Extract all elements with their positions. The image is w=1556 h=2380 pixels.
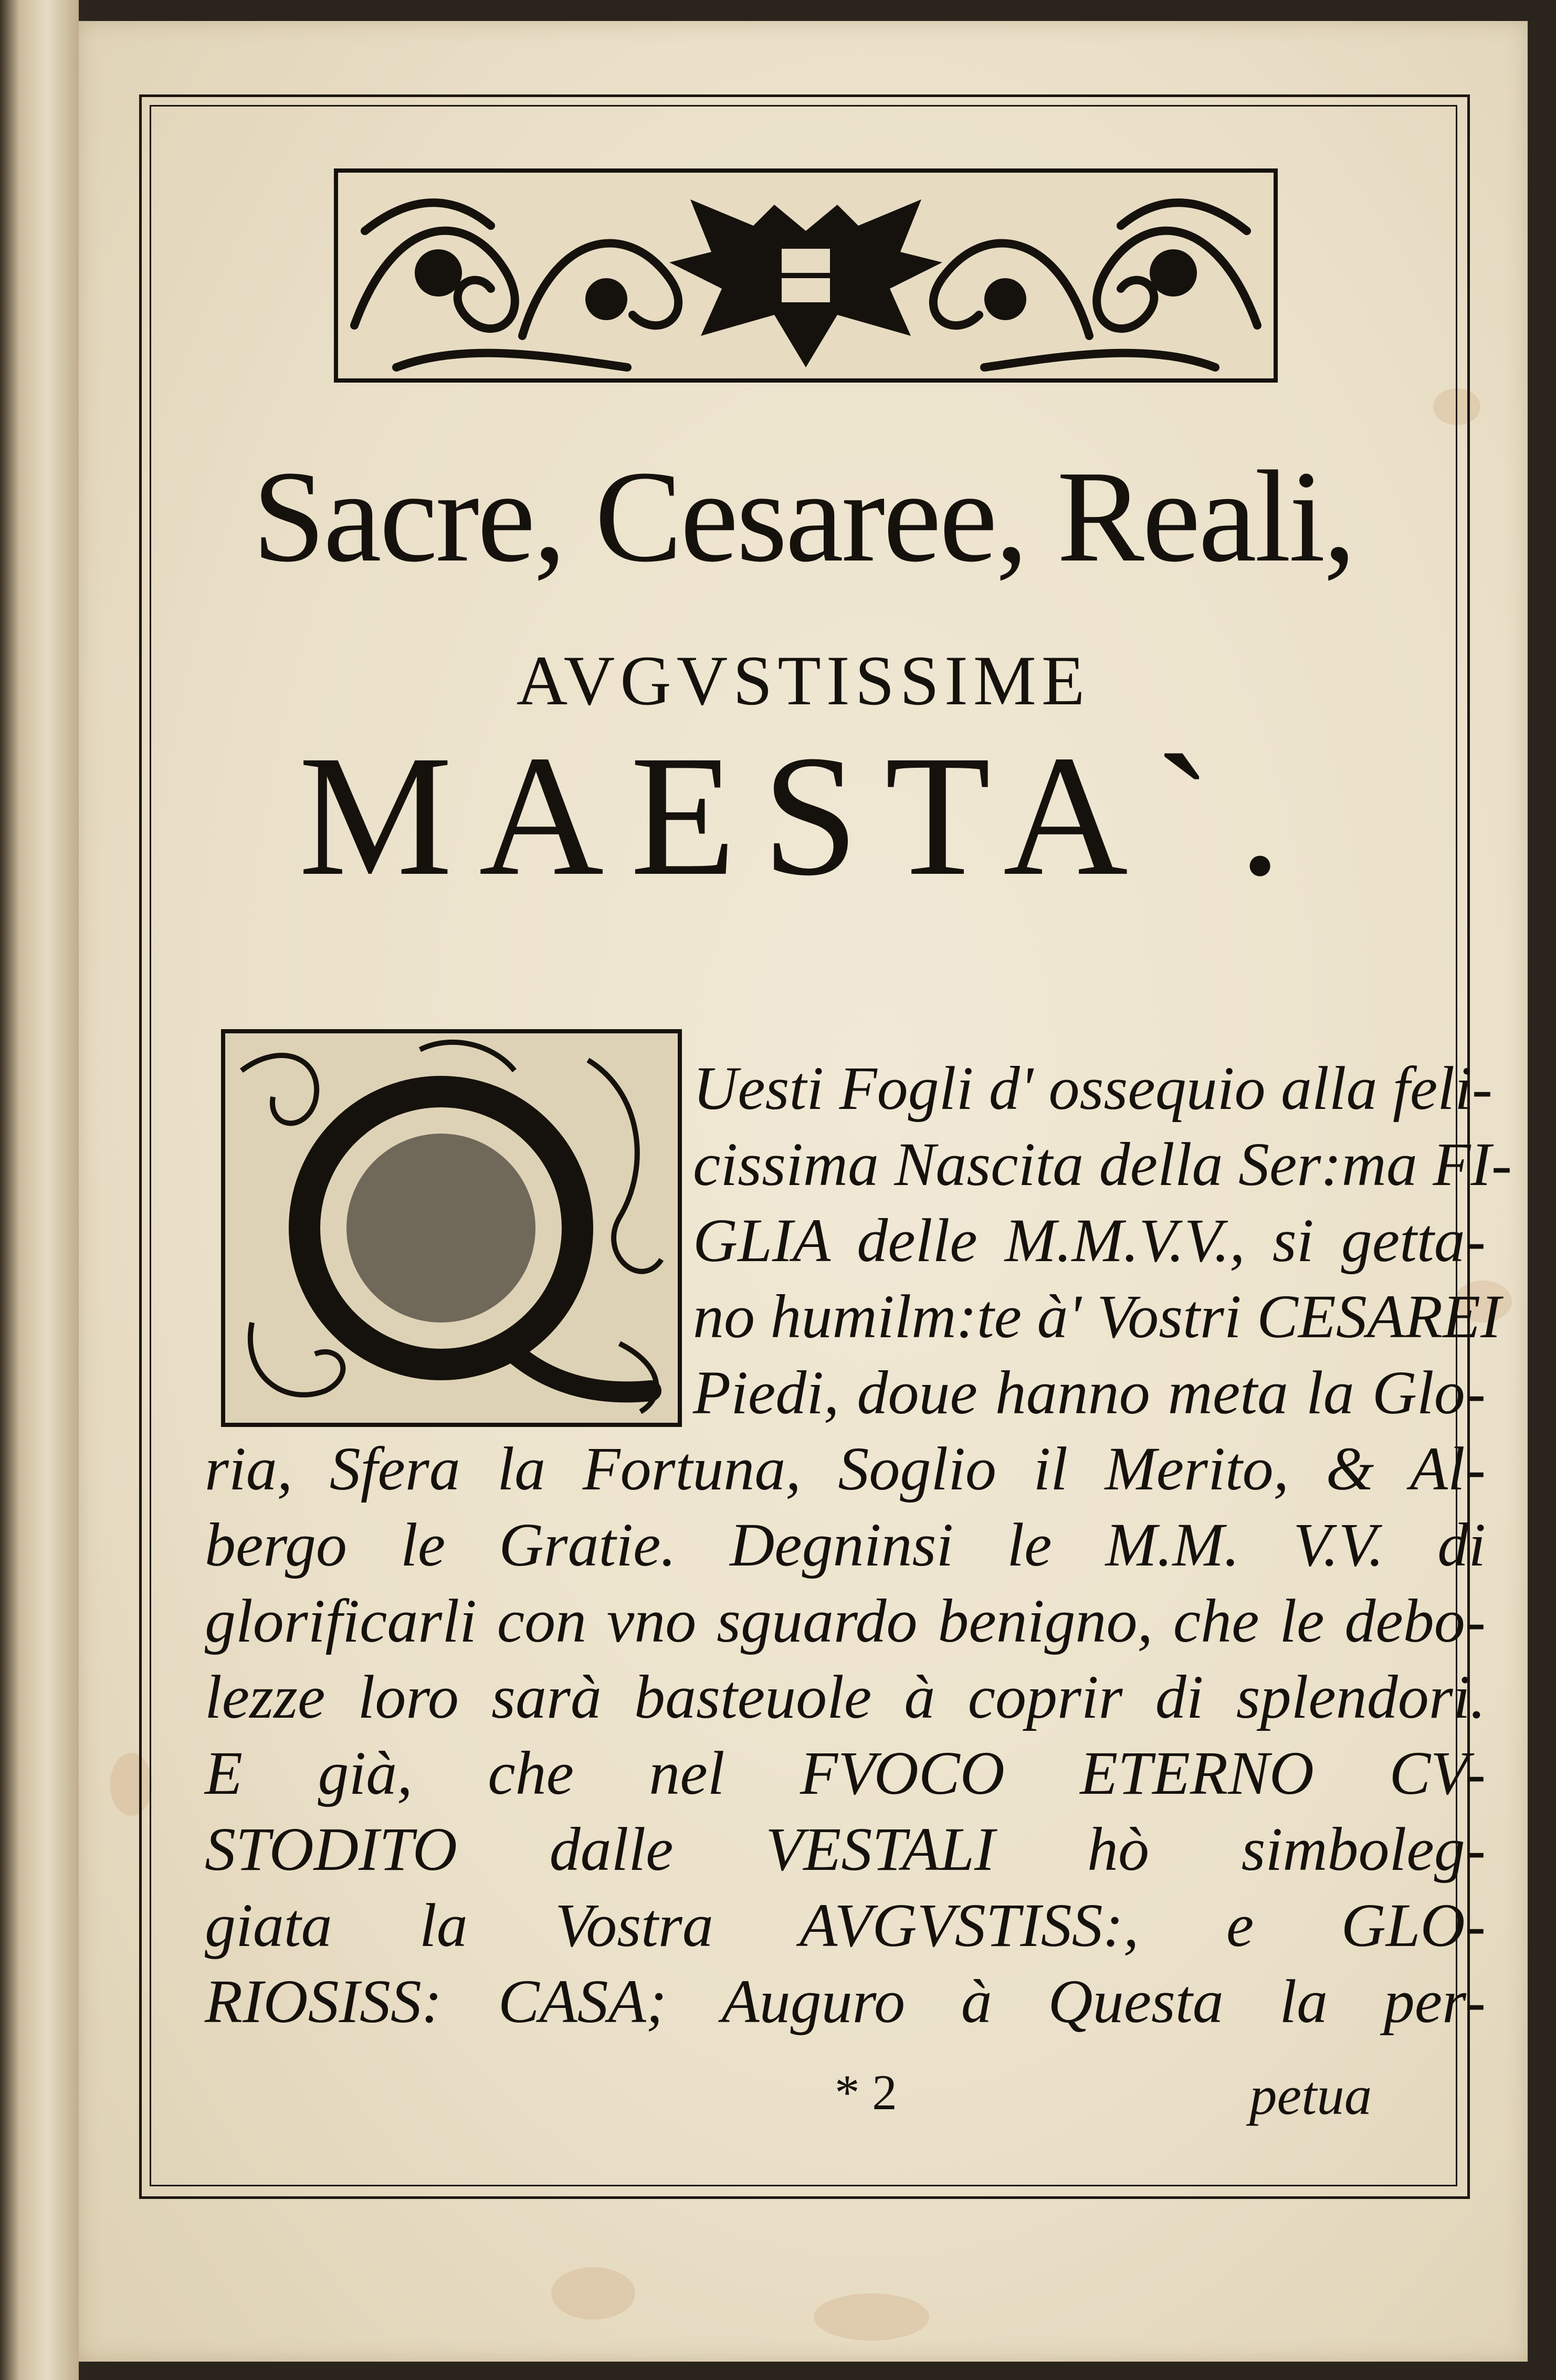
body-line: ria, Sfera la Fortuna, Soglio il Merito, & Al- — [205, 1434, 1486, 1503]
catchword: petua — [1249, 2065, 1372, 2126]
page-subtitle: AVGVSTISSIME — [516, 642, 1090, 720]
page-heading: MAESTA`. — [298, 720, 1308, 912]
foxing-stain — [551, 2267, 635, 2320]
body-line: E già, che nel FVOCO ETERNO CV- — [205, 1739, 1486, 1807]
page-title: Sacre, Cesaree, Reali, — [252, 444, 1354, 589]
body-line: giata la Vostra AVGVSTISS:, e GLO- — [205, 1891, 1486, 1960]
book-gutter — [0, 0, 79, 2380]
body-line: GLIA delle M.M.V.V., si getta- — [693, 1206, 1486, 1275]
body-line: bergo le Gratie. Degninsi le M.M. V.V. di — [205, 1510, 1486, 1579]
decorated-initial-q-icon — [220, 1029, 682, 1427]
body-line: Piedi, doue hanno meta la Glo- — [693, 1358, 1486, 1427]
body-line: no humilm:te à' Vostri CESAREI — [693, 1282, 1501, 1351]
body-line: lezze loro sarà basteuole à coprir di splendori. — [205, 1663, 1486, 1731]
headpiece-ornament-icon — [333, 168, 1278, 383]
body-line: STODITO dalle VESTALI hò simboleg- — [205, 1815, 1486, 1884]
body-line: cissima Nascita della Ser:ma FI- — [693, 1130, 1512, 1199]
body-line: Uesti Fogli d' ossequio alla feli- — [693, 1054, 1493, 1123]
book-page — [79, 21, 1528, 2362]
foxing-stain — [814, 2293, 929, 2341]
body-line: glorificarli con vno sguardo benigno, che le debo- — [205, 1586, 1486, 1655]
body-line: RIOSISS: CASA; Auguro à Questa la per- — [205, 1967, 1486, 2036]
signature-mark: * 2 — [835, 2065, 897, 2120]
